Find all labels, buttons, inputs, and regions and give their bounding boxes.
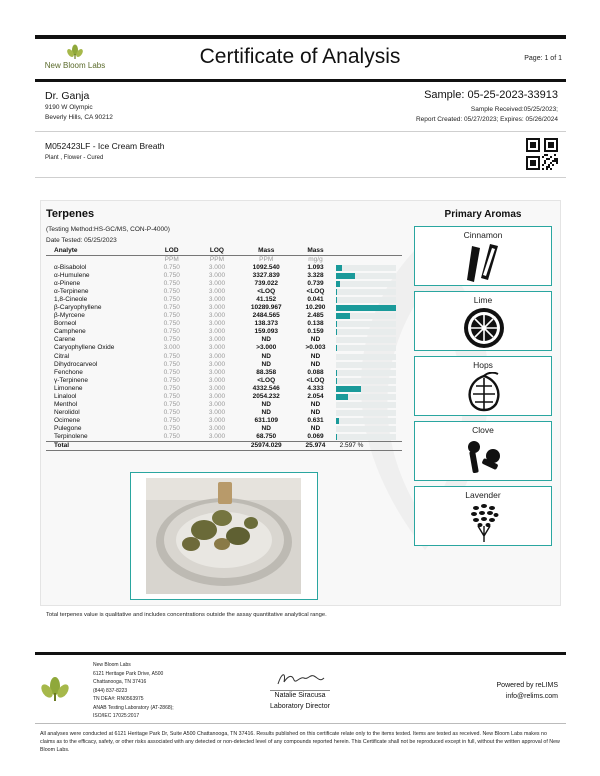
mass-mgg-cell: ND (310, 424, 321, 432)
mass-mgg-cell: ND (310, 360, 321, 368)
concentration-bar-track (336, 305, 396, 311)
mass-mgg-cell: <LOQ (306, 376, 325, 384)
concentration-bar-cell (336, 361, 402, 369)
mass-mgg-cell: 0.159 (307, 328, 324, 336)
mass-ppm-cell: 2054.232 (252, 392, 280, 400)
loq-cell: 3.000 (208, 400, 226, 408)
terpene-table (46, 247, 402, 451)
mass-mgg-cell: 3.328 (307, 272, 324, 280)
loq-cell: 3.000 (208, 392, 226, 400)
loq-cell: 3.000 (208, 352, 226, 360)
date-tested: Date Tested: 05/25/2023 (46, 237, 117, 244)
col-mass-mgg: Mass (295, 247, 335, 256)
unit-cell: PPM (209, 256, 224, 263)
table-row (46, 312, 402, 320)
mass-ppm-cell: 41.152 (256, 296, 277, 304)
concentration-bar-track (336, 321, 396, 327)
table-row (46, 328, 402, 336)
loq-cell: 3.000 (208, 296, 226, 304)
mass-ppm-cell: 2484.565 (252, 312, 280, 320)
concentration-bar-track (336, 394, 396, 400)
concentration-bar-track (336, 337, 396, 343)
lab-address-line: New Bloom Labs (93, 662, 131, 668)
table-row (46, 336, 402, 344)
lod-cell: 0.750 (163, 376, 180, 384)
concentration-bar-track (336, 434, 396, 440)
client-name: Dr. Ganja (45, 90, 90, 102)
analyte-cell: Terpinolene (54, 432, 88, 440)
concentration-bar (336, 265, 342, 271)
mass-mgg-cell: 10.290 (305, 304, 326, 312)
concentration-bar-cell (336, 417, 402, 425)
loq-cell: 3.000 (208, 368, 226, 376)
concentration-bar-cell (336, 296, 402, 304)
col-analyte: Analyte (46, 247, 147, 256)
table-row (46, 361, 402, 369)
lab-address-line: ISO/IEC 17025:2017 (93, 713, 140, 719)
brand-name: New Bloom Labs (44, 61, 106, 70)
header-top-rule (35, 35, 566, 39)
lod-cell: 0.750 (163, 312, 180, 320)
unit-cell (46, 256, 147, 265)
concentration-bar-cell (336, 344, 402, 352)
mass-mgg-cell: 0.631 (307, 416, 324, 424)
concentration-bar (336, 418, 340, 424)
total-row (46, 441, 402, 450)
mass-mgg-cell: 4.333 (307, 384, 324, 392)
signature-image (276, 670, 326, 688)
concentration-bar-track (336, 345, 396, 351)
concentration-bar-track (336, 378, 396, 384)
lod-cell: 0.750 (163, 296, 180, 304)
client-address-line1: 9190 W Olympic (45, 104, 93, 111)
lod-cell: 0.750 (163, 368, 180, 376)
concentration-bar-cell (336, 288, 402, 296)
lab-address-line: 6121 Heritage Park Drive, A500 (93, 670, 164, 677)
analyte-cell: Dihydrocarveol (54, 360, 98, 368)
mass-ppm-cell: <LOQ (257, 288, 276, 296)
concentration-bar-cell (336, 320, 402, 328)
concentration-bar (336, 394, 348, 400)
lod-cell: 0.750 (163, 432, 180, 440)
signature-rule (270, 690, 330, 691)
concentration-bar-track (336, 362, 396, 368)
concentration-bar-cell (336, 264, 402, 272)
lod-cell: 0.750 (163, 336, 180, 344)
loq-cell: 3.000 (208, 336, 226, 344)
analyte-cell: β-Caryophyllene (54, 304, 102, 312)
mass-ppm-cell: 159.093 (254, 328, 278, 336)
concentration-bar-track (336, 289, 396, 295)
total-ppm: 25974.029 (237, 441, 295, 450)
concentration-bar-cell (336, 401, 402, 409)
lod-cell: 3.000 (163, 344, 180, 352)
signatory-name: Natalie Siracusa (274, 692, 326, 699)
concentration-bar-cell (336, 377, 402, 385)
table-row (46, 296, 402, 304)
table-row (46, 377, 402, 385)
lab-address-line: TN DEA#: RN0563975 (93, 696, 144, 702)
mass-mgg-cell: ND (310, 336, 321, 344)
table-row (46, 417, 402, 425)
concentration-bar (336, 297, 337, 303)
analyte-cell: Fenchone (54, 368, 83, 376)
concentration-bar (336, 305, 396, 311)
aroma-label: Lavender (465, 490, 501, 500)
table-row (46, 401, 402, 409)
mass-ppm-cell: 631.109 (254, 416, 278, 424)
concentration-bar-track (336, 329, 396, 335)
lod-cell: 0.750 (163, 264, 180, 272)
mass-ppm-cell: 68.750 (256, 432, 277, 440)
mass-mgg-cell: 0.069 (307, 432, 324, 440)
analyte-cell: α-Bisabolol (54, 264, 87, 272)
analyte-cell: Borneol (54, 320, 77, 328)
aroma-label: Cinnamon (463, 230, 503, 240)
mass-ppm-cell: 739.022 (254, 280, 278, 288)
analyte-cell: β-Myrcene (54, 312, 85, 320)
testing-method: (Testing Method:HS-GC/MS, CON-P-4000) (46, 226, 170, 233)
mass-mgg-cell: 0.041 (307, 296, 324, 304)
concentration-bar-cell (336, 280, 402, 288)
loq-cell: 3.000 (208, 288, 226, 296)
aroma-label: Hops (473, 360, 493, 370)
total-label: Total (46, 441, 147, 450)
concentration-bar-track (336, 370, 396, 376)
concentration-bar (336, 370, 337, 376)
analyte-cell: γ-Terpinene (54, 376, 88, 384)
loq-cell: 3.000 (208, 416, 226, 424)
concentration-bar-track (336, 402, 396, 408)
lod-cell: 0.750 (163, 272, 180, 280)
concentration-bar-track (336, 273, 396, 279)
mass-ppm-cell: 4332.546 (252, 384, 280, 392)
mass-mgg-cell: 2.485 (307, 312, 324, 320)
unit-cell (336, 256, 402, 265)
loq-cell: 3.000 (208, 360, 226, 368)
contact-email[interactable]: info@relims.com (505, 693, 558, 700)
analyte-cell: 1,8-Cineole (54, 296, 88, 304)
concentration-bar-cell (336, 385, 402, 393)
concentration-bar (336, 273, 355, 279)
table-row (46, 320, 402, 328)
total-blank (147, 441, 197, 450)
analyte-cell: Ocimene (54, 416, 81, 424)
mass-ppm-cell: 3327.839 (252, 272, 280, 280)
table-row (46, 353, 402, 361)
lod-cell: 0.750 (163, 352, 180, 360)
powered-by: Powered by reLIMS (496, 682, 558, 689)
mass-mgg-cell: 1.093 (307, 264, 324, 272)
loq-cell: 3.000 (208, 376, 226, 384)
mass-mgg-cell: ND (310, 352, 321, 360)
concentration-bar-cell (336, 425, 402, 433)
unit-cell: mg/g (308, 256, 323, 263)
page-indicator: Page: 1 of 1 (524, 55, 562, 62)
mass-ppm-cell: ND (261, 424, 271, 432)
section-divider (35, 177, 566, 178)
lod-cell: 0.750 (163, 408, 180, 416)
sample-photo (146, 478, 301, 594)
analyte-cell: Carene (54, 336, 76, 344)
concentration-bar-cell (336, 272, 402, 280)
header-bottom-rule (35, 79, 566, 82)
cinnamon-icon (462, 242, 506, 284)
concentration-bar-cell (336, 336, 402, 344)
mass-ppm-cell: ND (261, 360, 271, 368)
lod-cell: 0.750 (163, 392, 180, 400)
lab-address-line: (844) 837-8223 (93, 687, 128, 694)
analyte-cell: α-Terpinene (54, 288, 89, 296)
table-row (46, 369, 402, 377)
lab-address-line: Chattanooga, TN 37416 (93, 679, 147, 685)
unit-cell: PPM (164, 256, 179, 263)
table-row (46, 393, 402, 401)
concentration-bar (336, 345, 337, 351)
table-row (46, 304, 402, 312)
loq-cell: 3.000 (208, 328, 226, 336)
mass-ppm-cell: >3.000 (256, 344, 277, 352)
aroma-label: Clove (472, 425, 494, 435)
table-row (46, 425, 402, 433)
primary-aromas-heading: Primary Aromas (444, 209, 522, 220)
analyte-cell: Linalool (54, 392, 77, 400)
concentration-bar (336, 329, 337, 335)
total-blank (197, 441, 237, 450)
disclaimer: All analyses were conducted at 6121 Heritage Park Dr, Suite A500 Chattanooga, TN 37416. Results published on this certificate relate only to the items tested. Items are tested as received. New Bloom Labs makes no claims as to the efficacy, safety, or other risks associated with any detected or non-detected level of any compounds reported herein. This Certificate shall not be reproduced except in full, without the written approval of New Bloom Labs. (40, 731, 560, 753)
lod-cell: 0.750 (163, 416, 180, 424)
leaf-logo-icon (66, 44, 84, 60)
analyte-cell: Limonene (54, 384, 83, 392)
concentration-bar-track (336, 418, 396, 424)
analyte-cell: Caryophyllene Oxide (54, 344, 115, 352)
col-lod: LOD (147, 247, 197, 256)
analyte-cell: Citral (54, 352, 70, 360)
concentration-bar (336, 313, 350, 319)
sample-photo-image (146, 478, 301, 594)
analyte-cell: Nerolidol (54, 408, 80, 416)
terpenes-heading: Terpenes (46, 208, 95, 220)
lod-cell: 0.750 (163, 360, 180, 368)
lod-cell: 0.750 (163, 424, 180, 432)
table-row (46, 344, 402, 352)
concentration-bar-cell (336, 409, 402, 417)
qr-code-icon[interactable] (526, 138, 558, 170)
loq-cell: 3.000 (208, 312, 226, 320)
aroma-card-hops (414, 356, 552, 416)
concentration-bar-cell (336, 393, 402, 401)
footer-bottom-rule (35, 723, 566, 724)
mass-ppm-cell: 1092.540 (252, 264, 280, 272)
lod-cell: 0.750 (163, 280, 180, 288)
mass-mgg-cell: 2.054 (307, 392, 324, 400)
mass-mgg-cell: 0.138 (307, 320, 324, 328)
table-row (46, 288, 402, 296)
loq-cell: 3.000 (208, 304, 226, 312)
col-bar (336, 247, 402, 256)
product-name: M052423LF - Ice Cream Breath (45, 141, 165, 151)
table-row (46, 385, 402, 393)
concentration-bar-cell (336, 353, 402, 361)
mass-mgg-cell: 0.088 (307, 368, 324, 376)
analyte-cell: Camphene (54, 328, 86, 336)
mass-ppm-cell: ND (261, 352, 271, 360)
concentration-bar-track (336, 410, 396, 416)
mass-ppm-cell: ND (261, 336, 271, 344)
table-row (46, 409, 402, 417)
analyte-cell: α-Pinene (54, 280, 81, 288)
mass-ppm-cell: <LOQ (257, 376, 276, 384)
loq-cell: 3.000 (208, 344, 226, 352)
loq-cell: 3.000 (208, 408, 226, 416)
brand-logo (35, 44, 115, 70)
concentration-bar (336, 289, 337, 295)
aroma-label: Lime (473, 295, 493, 305)
hops-icon (462, 372, 506, 414)
table-row (46, 272, 402, 280)
sample-id: Sample: 05-25-2023-33913 (424, 89, 558, 101)
col-loq: LOQ (197, 247, 237, 256)
mass-mgg-cell: ND (310, 408, 321, 416)
concentration-bar (336, 281, 340, 287)
concentration-bar-track (336, 313, 396, 319)
total-percent: 2.597 % (336, 441, 402, 450)
lab-logo-icon (40, 676, 70, 702)
concentration-bar (336, 321, 337, 327)
unit-cell: PPM (259, 256, 274, 263)
lod-cell: 0.750 (163, 320, 180, 328)
total-mgg: 25.974 (295, 441, 335, 450)
loq-cell: 3.000 (208, 280, 226, 288)
analyte-cell: Menthol (54, 400, 78, 408)
concentration-bar-track (336, 354, 396, 360)
aroma-card-clove (414, 421, 552, 481)
mass-ppm-cell: 10289.967 (250, 304, 282, 312)
analyte-cell: Pulegone (54, 424, 82, 432)
mass-ppm-cell: 88.358 (256, 368, 277, 376)
mass-ppm-cell: 138.373 (254, 320, 278, 328)
loq-cell: 3.000 (208, 264, 226, 272)
loq-cell: 3.000 (208, 432, 226, 440)
concentration-bar-track (336, 386, 396, 392)
sample-received: Sample Received:05/25/2023; (470, 106, 558, 113)
section-divider (35, 131, 566, 132)
lod-cell: 0.750 (163, 328, 180, 336)
table-row (46, 433, 402, 442)
footer-top-rule (35, 652, 566, 655)
client-address-line2: Beverly Hills, CA 90212 (45, 114, 113, 121)
mass-mgg-cell: 0.739 (307, 280, 324, 288)
mass-mgg-cell: <LOQ (306, 288, 325, 296)
concentration-bar-track (336, 297, 396, 303)
concentration-bar-track (336, 265, 396, 271)
product-type: Plant , Flower - Cured (45, 155, 104, 161)
concentration-bar-cell (336, 433, 402, 442)
aroma-card-cinnamon (414, 226, 552, 286)
loq-cell: 3.000 (208, 272, 226, 280)
lod-cell: 0.750 (163, 304, 180, 312)
analyte-cell: α-Humulene (54, 272, 90, 280)
concentration-bar-cell (336, 328, 402, 336)
col-mass-ppm: Mass (237, 247, 295, 256)
aroma-card-lime (414, 291, 552, 351)
loq-cell: 3.000 (208, 320, 226, 328)
lod-cell: 0.750 (163, 400, 180, 408)
lavender-icon (462, 502, 506, 544)
clove-icon (462, 437, 506, 479)
table-row (46, 280, 402, 288)
lab-address-line: ANAB Testing Laboratory (AT-2868); (93, 704, 174, 711)
concentration-bar-cell (336, 369, 402, 377)
mass-ppm-cell: ND (261, 408, 271, 416)
mass-mgg-cell: >0.003 (305, 344, 326, 352)
report-dates: Report Created: 05/27/2023; Expires: 05/26/2024 (415, 116, 558, 123)
footnote: Total terpenes value is qualitative and includes concentrations outside the assay quantitative analytical range. (46, 612, 327, 618)
concentration-bar-track (336, 281, 396, 287)
concentration-bar (336, 386, 361, 392)
mass-mgg-cell: ND (310, 400, 321, 408)
concentration-bar-track (336, 426, 396, 432)
lod-cell: 0.750 (163, 384, 180, 392)
document-title: Certificate of Analysis (199, 45, 401, 68)
lod-cell: 0.750 (163, 288, 180, 296)
table-row (46, 264, 402, 272)
mass-ppm-cell: ND (261, 400, 271, 408)
concentration-bar (336, 378, 337, 384)
lime-icon (462, 306, 506, 350)
aroma-card-lavender (414, 486, 552, 546)
loq-cell: 3.000 (208, 424, 226, 432)
concentration-bar-cell (336, 312, 402, 320)
concentration-bar-cell (336, 304, 402, 312)
signatory-title: Laboratory Director (270, 703, 330, 710)
loq-cell: 3.000 (208, 384, 226, 392)
